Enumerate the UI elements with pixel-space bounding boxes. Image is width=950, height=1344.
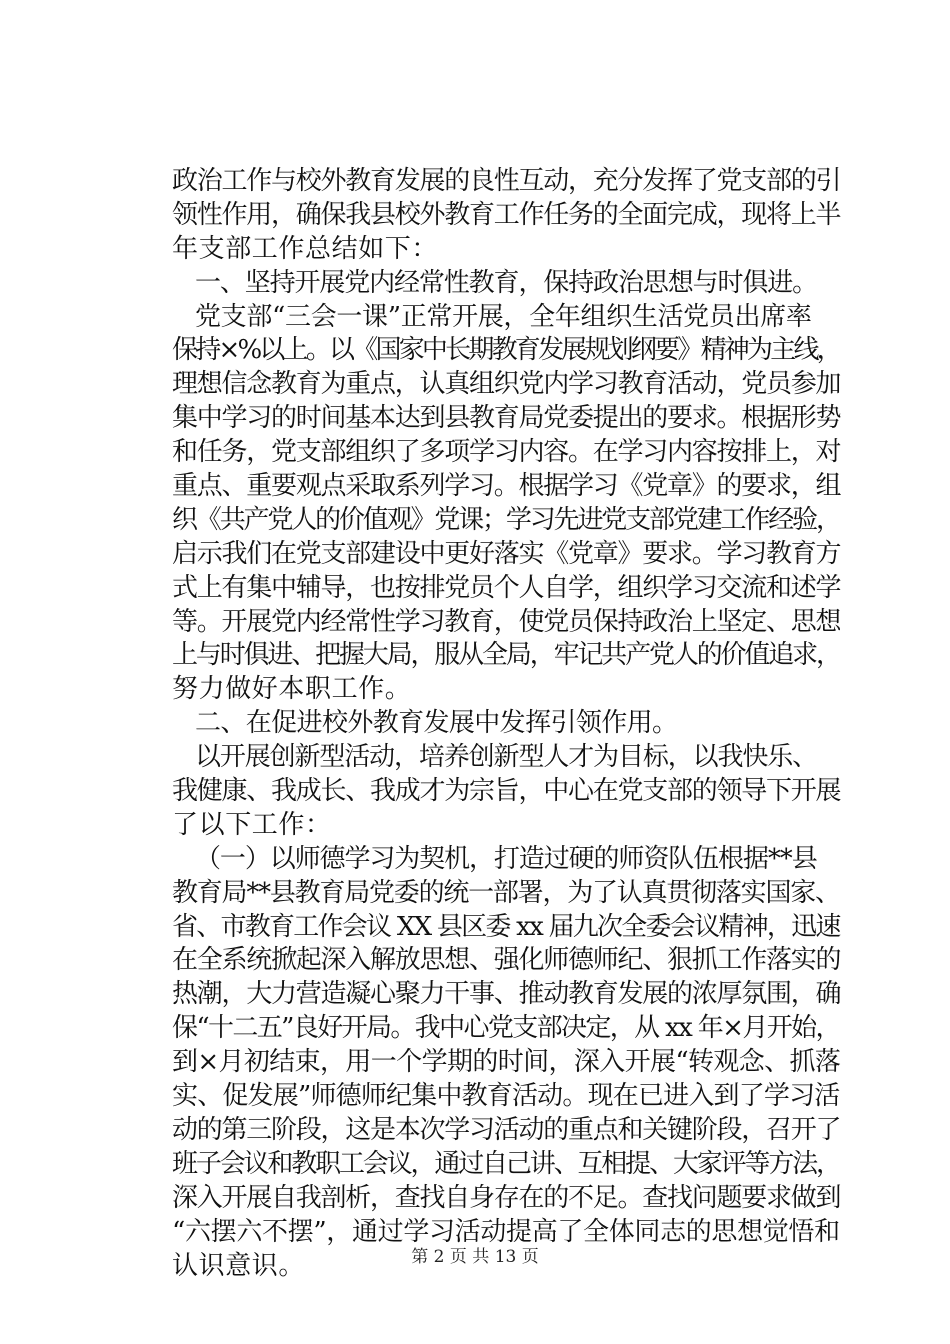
- text-line: 了以下工作：: [172, 809, 332, 840]
- text-line: 织《共产党人的价值观》党课；学习先进党支部党建工作经验，: [172, 504, 840, 535]
- text-line: 保“十二五”良好开局。我中心党支部决定，从 xx 年×月开始，: [172, 1013, 840, 1044]
- text-line: 重点、重要观点采取系列学习。根据学习《党章》的要求，组: [172, 471, 841, 502]
- text-line: 省、市教育工作会议 XX 县区委 xx 届九次全委会议精神，迅速: [172, 911, 840, 942]
- text-line: 政治工作与校外教育发展的良性互动，充分发挥了党支部的引: [172, 166, 841, 196]
- text-line: 式上有集中辅导，也按排党员个人自学，组织学习交流和述学: [172, 572, 841, 603]
- text-line: 教育局**县教育局党委的统一部署，为了认真贯彻落实国家、: [172, 877, 840, 908]
- text-line: 实、促发展”师德师纪集中教育活动。现在已进入到了学习活: [172, 1081, 840, 1112]
- text-line: 认识意识。: [172, 1250, 306, 1281]
- text-line: 理想信念教育为重点，认真组织党内学习教育活动，党员参加: [172, 369, 841, 400]
- text-line: 上与时俱进、把握大局，服从全局，牢记共产党人的价值追求，: [172, 640, 840, 671]
- text-line: 启示我们在党支部建设中更好落实《党章》要求。学习教育方: [172, 538, 841, 569]
- text-line: 一、坚持开展党内经常性教育，保持政治思想与时俱进。: [195, 267, 818, 298]
- text-line: 我健康、我成长、我成才为宗旨，中心在党支部的领导下开展: [172, 776, 841, 807]
- text-line: 以开展创新型活动，培养创新型人才为目标，以我快乐、: [195, 742, 818, 773]
- text-line: 努力做好本职工作。: [172, 674, 412, 705]
- text-line: （一）以师德学习为契机，打造过硬的师资队伍根据**县: [195, 843, 817, 874]
- text-line: 年支部工作总结如下：: [172, 233, 439, 264]
- text-line: 动的第三阶段，这是本次学习活动的重点和关键阶段，召开了: [172, 1114, 841, 1145]
- text-line: “六摆六不摆”，通过学习活动提高了全体同志的思想觉悟和: [172, 1216, 840, 1247]
- text-line: 热潮，大力营造凝心聚力干事、推动教育发展的浓厚氛围，确: [172, 979, 841, 1010]
- text-line: 领性作用，确保我县校外教育工作任务的全面完成，现将上半: [172, 199, 841, 230]
- text-line: 保持×%以上。以《国家中长期教育发展规划纲要》精神为主线，: [172, 335, 840, 366]
- text-line: 集中学习的时间基本达到县教育局党委提出的要求。根据形势: [172, 403, 841, 434]
- document-body: [172, 165, 840, 1283]
- text-line: 班子会议和教职工会议，通过自己讲、互相提、大家评等方法，: [172, 1148, 840, 1179]
- page-footer: 第 2 页 共 13 页: [411, 1247, 539, 1267]
- text-line: 和任务，党支部组织了多项学习内容。在学习内容按排上，对: [172, 437, 841, 468]
- text-line: 党支部“三会一课”正常开展，全年组织生活党员出席率: [195, 301, 812, 332]
- text-line: 深入开展自我剖析，查找自身存在的不足。查找问题要求做到: [172, 1182, 841, 1213]
- text-line: 等。开展党内经常性学习教育，使党员保持政治上坚定、思想: [172, 606, 841, 637]
- text-line: 到×月初结束，用一个学期的时间，深入开展“转观念、抓落: [172, 1047, 841, 1078]
- text-line: 二、在促进校外教育发展中发挥引领作用。: [195, 708, 678, 739]
- text-line: 在全系统掀起深入解放思想、强化师德师纪、狠抓工作落实的: [172, 945, 841, 976]
